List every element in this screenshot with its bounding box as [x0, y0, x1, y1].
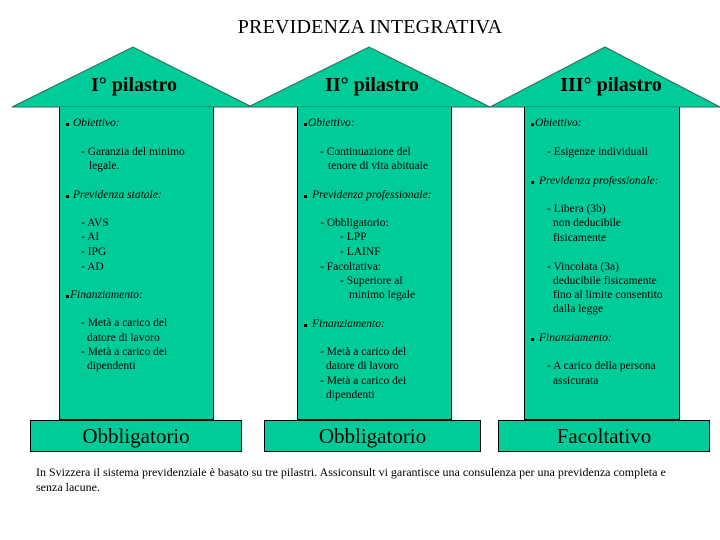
bullet-icon	[304, 123, 307, 126]
list-item: dalla legge	[553, 303, 604, 315]
list-item: legale.	[89, 160, 120, 172]
pillar-1-title: I° pilastro	[91, 74, 177, 96]
section-heading: Previdenza professionale:	[539, 175, 659, 187]
list-item: - Facoltativa:	[320, 261, 381, 273]
bullet-icon	[66, 123, 69, 126]
bullet-icon	[66, 195, 69, 198]
list-item: - Esigenze individuali	[547, 146, 648, 158]
section-heading: Finanziamento:	[539, 332, 612, 344]
bullet-icon	[66, 295, 69, 298]
page-title: PREVIDENZA INTEGRATIVA	[237, 16, 503, 38]
pillar-3-label: Facoltativo	[498, 420, 710, 452]
pillar-2-title: II° pilastro	[325, 74, 419, 96]
list-item: datore di lavoro	[326, 360, 399, 372]
pillar-1-label: Obbligatorio	[30, 420, 242, 452]
list-item: dipendenti	[87, 360, 136, 372]
list-item: - Superiore al	[340, 275, 403, 287]
list-item: - IPG	[81, 246, 107, 258]
section-heading: Obiettivo:	[73, 117, 120, 129]
list-item: tenore di vita abituale	[328, 160, 428, 172]
list-item: dipendenti	[326, 389, 375, 401]
list-item: - AI	[81, 231, 100, 243]
bullet-icon	[304, 195, 307, 198]
list-item: deducibile fisicamente	[553, 275, 657, 287]
list-item: - Continuazione del	[320, 146, 411, 158]
pillar-2-label: Obbligatorio	[264, 420, 481, 452]
bullet-icon	[531, 338, 534, 341]
list-item: - AVS	[81, 217, 109, 229]
pillar-3-title: III° pilastro	[560, 74, 662, 96]
pillar-roofs	[0, 0, 720, 120]
list-item: datore di lavoro	[87, 332, 160, 344]
list-item: - LAINF	[340, 246, 381, 258]
list-item: - Metà a carico del	[320, 346, 407, 358]
list-item: - Metà a carico del	[81, 317, 168, 329]
list-item: - Metà a carico dei	[81, 346, 168, 358]
list-item: assicurata	[553, 375, 599, 387]
list-item: fisicamente	[553, 232, 607, 244]
list-item: non deducibile	[553, 217, 622, 229]
list-item: minimo legale	[349, 289, 416, 301]
list-item: - AD	[81, 261, 104, 273]
footer-text: In Svizzera il sistema previdenziale è basato su tre pilastri. Assiconsult vi garantisce una consulenza per una previdenza completa e senza lacune.	[36, 465, 666, 494]
list-item: - Vincolata (3a)	[547, 261, 619, 273]
section-heading: Finanziamento:	[312, 318, 385, 330]
bullet-icon	[531, 181, 534, 184]
list-item: - Metà a carico dei	[320, 375, 407, 387]
bullet-icon	[531, 123, 534, 126]
list-item: - Obbligatorio:	[320, 217, 389, 229]
list-item: - A carico della persona	[547, 360, 656, 372]
section-heading: Obiettivo:	[308, 117, 355, 129]
section-heading: Finanziamento:	[70, 289, 143, 301]
section-heading: Previdenza statale:	[73, 189, 162, 201]
list-item: - Garanzia del minimo	[81, 146, 185, 158]
section-heading: Obiettivo:	[535, 117, 582, 129]
section-heading: Previdenza professionale:	[312, 189, 432, 201]
list-item: - Libera (3b)	[547, 203, 606, 215]
bullet-icon	[304, 324, 307, 327]
list-item: - LPP	[340, 231, 367, 243]
list-item: fino al limite consentito	[553, 289, 663, 301]
